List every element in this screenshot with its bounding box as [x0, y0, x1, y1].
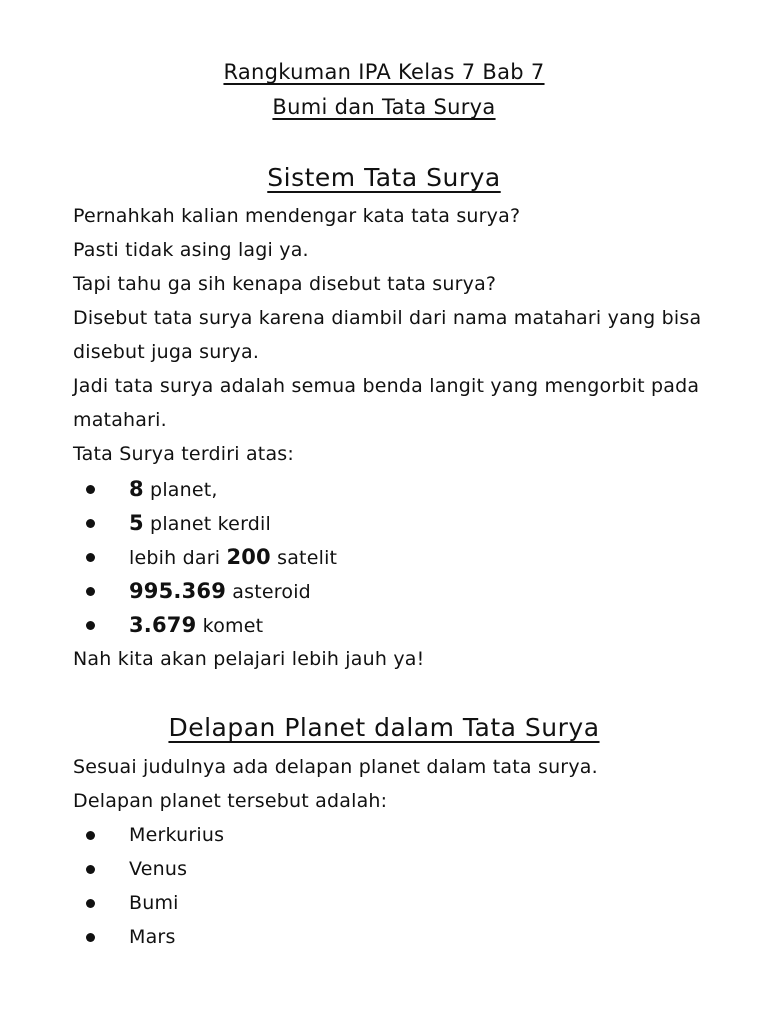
paragraph: Tapi tahu ga sih kenapa disebut tata surya?	[73, 273, 497, 295]
document-subtitle: Bumi dan Tata Surya	[272, 95, 496, 119]
section-title-sistem-tata-surya: Sistem Tata Surya	[267, 163, 501, 192]
count-value: 5	[129, 511, 144, 535]
paragraph: Disebut tata surya karena diambil dari nama matahari yang bisa disebut juga surya.	[73, 307, 702, 363]
paragraph: Pernahkah kalian mendengar kata tata surya?	[73, 205, 521, 227]
list-item	[73, 852, 743, 886]
list-item: 8 planet,	[73, 472, 743, 506]
paragraph: Pasti tidak asing lagi ya.	[73, 239, 309, 261]
bullet-icon	[86, 865, 95, 874]
planet-name: Merkurius	[129, 824, 225, 846]
bullet-icon	[86, 553, 95, 562]
list-item: 5 planet kerdil	[73, 506, 743, 540]
list-item: 995.369 asteroid	[73, 574, 743, 608]
list-item: lebih dari 200 satelit	[73, 540, 743, 574]
paragraph: Sesuai judulnya ada delapan planet dalam tata surya.	[73, 756, 598, 778]
paragraph: Jadi tata surya adalah semua benda langit yang mengorbit pada matahari.	[73, 375, 700, 431]
planet-name: Mars	[129, 926, 176, 948]
planet-name: Bumi	[129, 892, 179, 914]
bullet-icon	[86, 899, 95, 908]
list-item: 3.679 komet	[73, 608, 743, 642]
bullet-icon	[86, 933, 95, 942]
document-title: Rangkuman IPA Kelas 7 Bab 7	[223, 60, 545, 84]
bullet-icon	[86, 587, 95, 596]
planet-list	[73, 818, 743, 954]
count-value: 995.369	[129, 579, 227, 603]
list-item	[73, 818, 743, 852]
bullet-icon	[86, 831, 95, 840]
list-item	[73, 886, 743, 920]
bullet-icon	[86, 621, 95, 630]
paragraph: Nah kita akan pelajari lebih jauh ya!	[73, 648, 425, 670]
bullet-icon	[86, 485, 95, 494]
section-title-delapan-planet: Delapan Planet dalam Tata Surya	[168, 713, 600, 742]
bullet-icon	[86, 519, 95, 528]
paragraph: Tata Surya terdiri atas:	[73, 443, 294, 465]
solar-system-contents-list	[73, 472, 743, 642]
count-value: 8	[129, 477, 144, 501]
count-value: 3.679	[129, 613, 197, 637]
paragraph: Delapan planet tersebut adalah:	[73, 790, 388, 812]
count-value: 200	[226, 545, 271, 569]
section2-body	[73, 750, 743, 818]
planet-name: Venus	[129, 858, 188, 880]
section1-body	[73, 199, 743, 471]
list-item	[73, 920, 743, 954]
section1-closing	[73, 642, 743, 676]
